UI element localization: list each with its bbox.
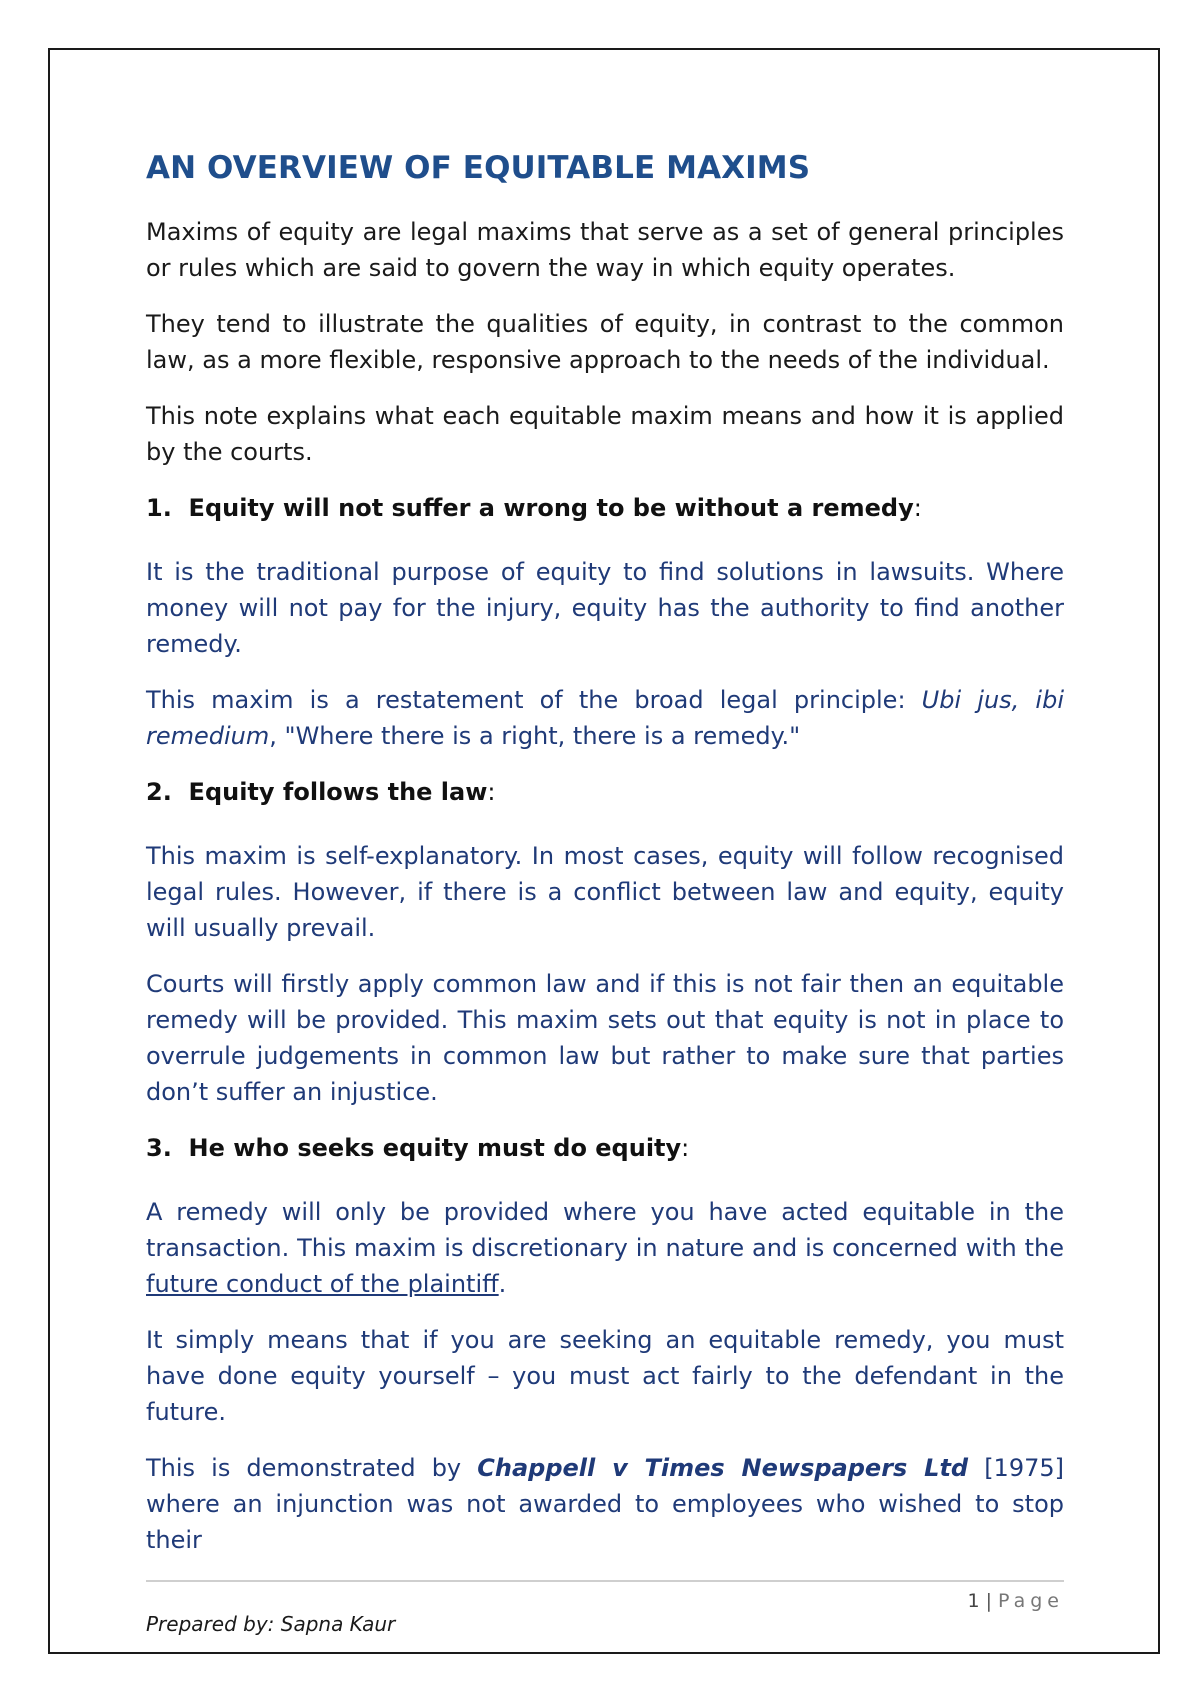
footer-divider xyxy=(146,1580,1064,1582)
section-heading-text: Equity will not suffer a wrong to be without a remedy xyxy=(188,494,914,522)
page-number-value: 1 xyxy=(967,1590,980,1612)
text-run: This maxim is a restatement of the broad legal principle: xyxy=(146,686,922,714)
page-number xyxy=(968,1590,1065,1612)
document-body xyxy=(146,150,1064,1578)
intro-paragraph: They tend to illustrate the qualities of equity, in contrast to the common law, as a more flexible, responsive approach to the needs of the individual. xyxy=(146,310,1064,374)
section-3-heading: 3. He who seeks equity must do equity: xyxy=(146,1134,690,1162)
page-number-separator: | xyxy=(985,1590,992,1612)
document-title: AN OVERVIEW OF EQUITABLE MAXIMS xyxy=(146,150,811,186)
section-2-paragraph: Courts will firstly apply common law and if this is not fair then an equitable remedy will be provided. This maxim sets out that equity is not in place to overrule judgements in common law but rather to make sure that parties don’t suffer an injustice. xyxy=(146,970,1064,1106)
section-3-paragraph xyxy=(146,1450,1064,1558)
text-run: , "Where there is a right, there is a remedy." xyxy=(269,722,801,750)
section-1-paragraph: It is the traditional purpose of equity to find solutions in lawsuits. Where money will not pay for the injury, equity has the authority to find another remedy. xyxy=(146,558,1064,658)
page-label: Page xyxy=(998,1590,1064,1612)
section-number: 3. xyxy=(146,1134,172,1162)
section-3-paragraph xyxy=(146,1194,1064,1302)
underlined-phrase: future conduct of the plaintiff xyxy=(146,1270,499,1298)
section-heading-text: He who seeks equity must do equity xyxy=(188,1134,682,1162)
section-3-paragraph: It simply means that if you are seeking an equitable remedy, you must have done equity yourself – you must act fairly to the defendant in the future. xyxy=(146,1326,1064,1426)
intro-paragraph: This note explains what each equitable maxim means and how it is applied by the courts. xyxy=(146,402,1064,466)
section-2-paragraph: This maxim is self-explanatory. In most cases, equity will follow recognised legal rules. However, if there is a conflict between law and equity, equity will usually prevail. xyxy=(146,842,1064,942)
text-run: This is demonstrated by xyxy=(146,1454,478,1482)
prepared-by: Prepared by: Sapna Kaur xyxy=(146,1612,396,1636)
section-1-paragraph xyxy=(146,682,1064,754)
section-1-heading: 1. Equity will not suffer a wrong to be without a remedy: xyxy=(146,494,922,522)
latin-phrase: Ubi jus, ibi remedium xyxy=(146,686,1064,750)
section-heading-text: Equity follows the law xyxy=(188,778,488,806)
section-number: 1. xyxy=(146,494,172,522)
text-run: A remedy will only be provided where you have acted equitable in the transaction. This maxim is discretionary in nature and is concerned with the xyxy=(146,1198,1064,1262)
text-run: [1975] where an injunction was not awarded to employees who wished to stop their xyxy=(146,1454,1065,1554)
section-2-heading: 2. Equity follows the law: xyxy=(146,778,496,806)
intro-paragraph: Maxims of equity are legal maxims that serve as a set of general principles or rules which are said to govern the way in which equity operates. xyxy=(146,218,1064,282)
case-citation: Chappell v Times Newspapers Ltd xyxy=(477,1454,969,1482)
text-run: . xyxy=(498,1270,507,1298)
section-number: 2. xyxy=(146,778,172,806)
